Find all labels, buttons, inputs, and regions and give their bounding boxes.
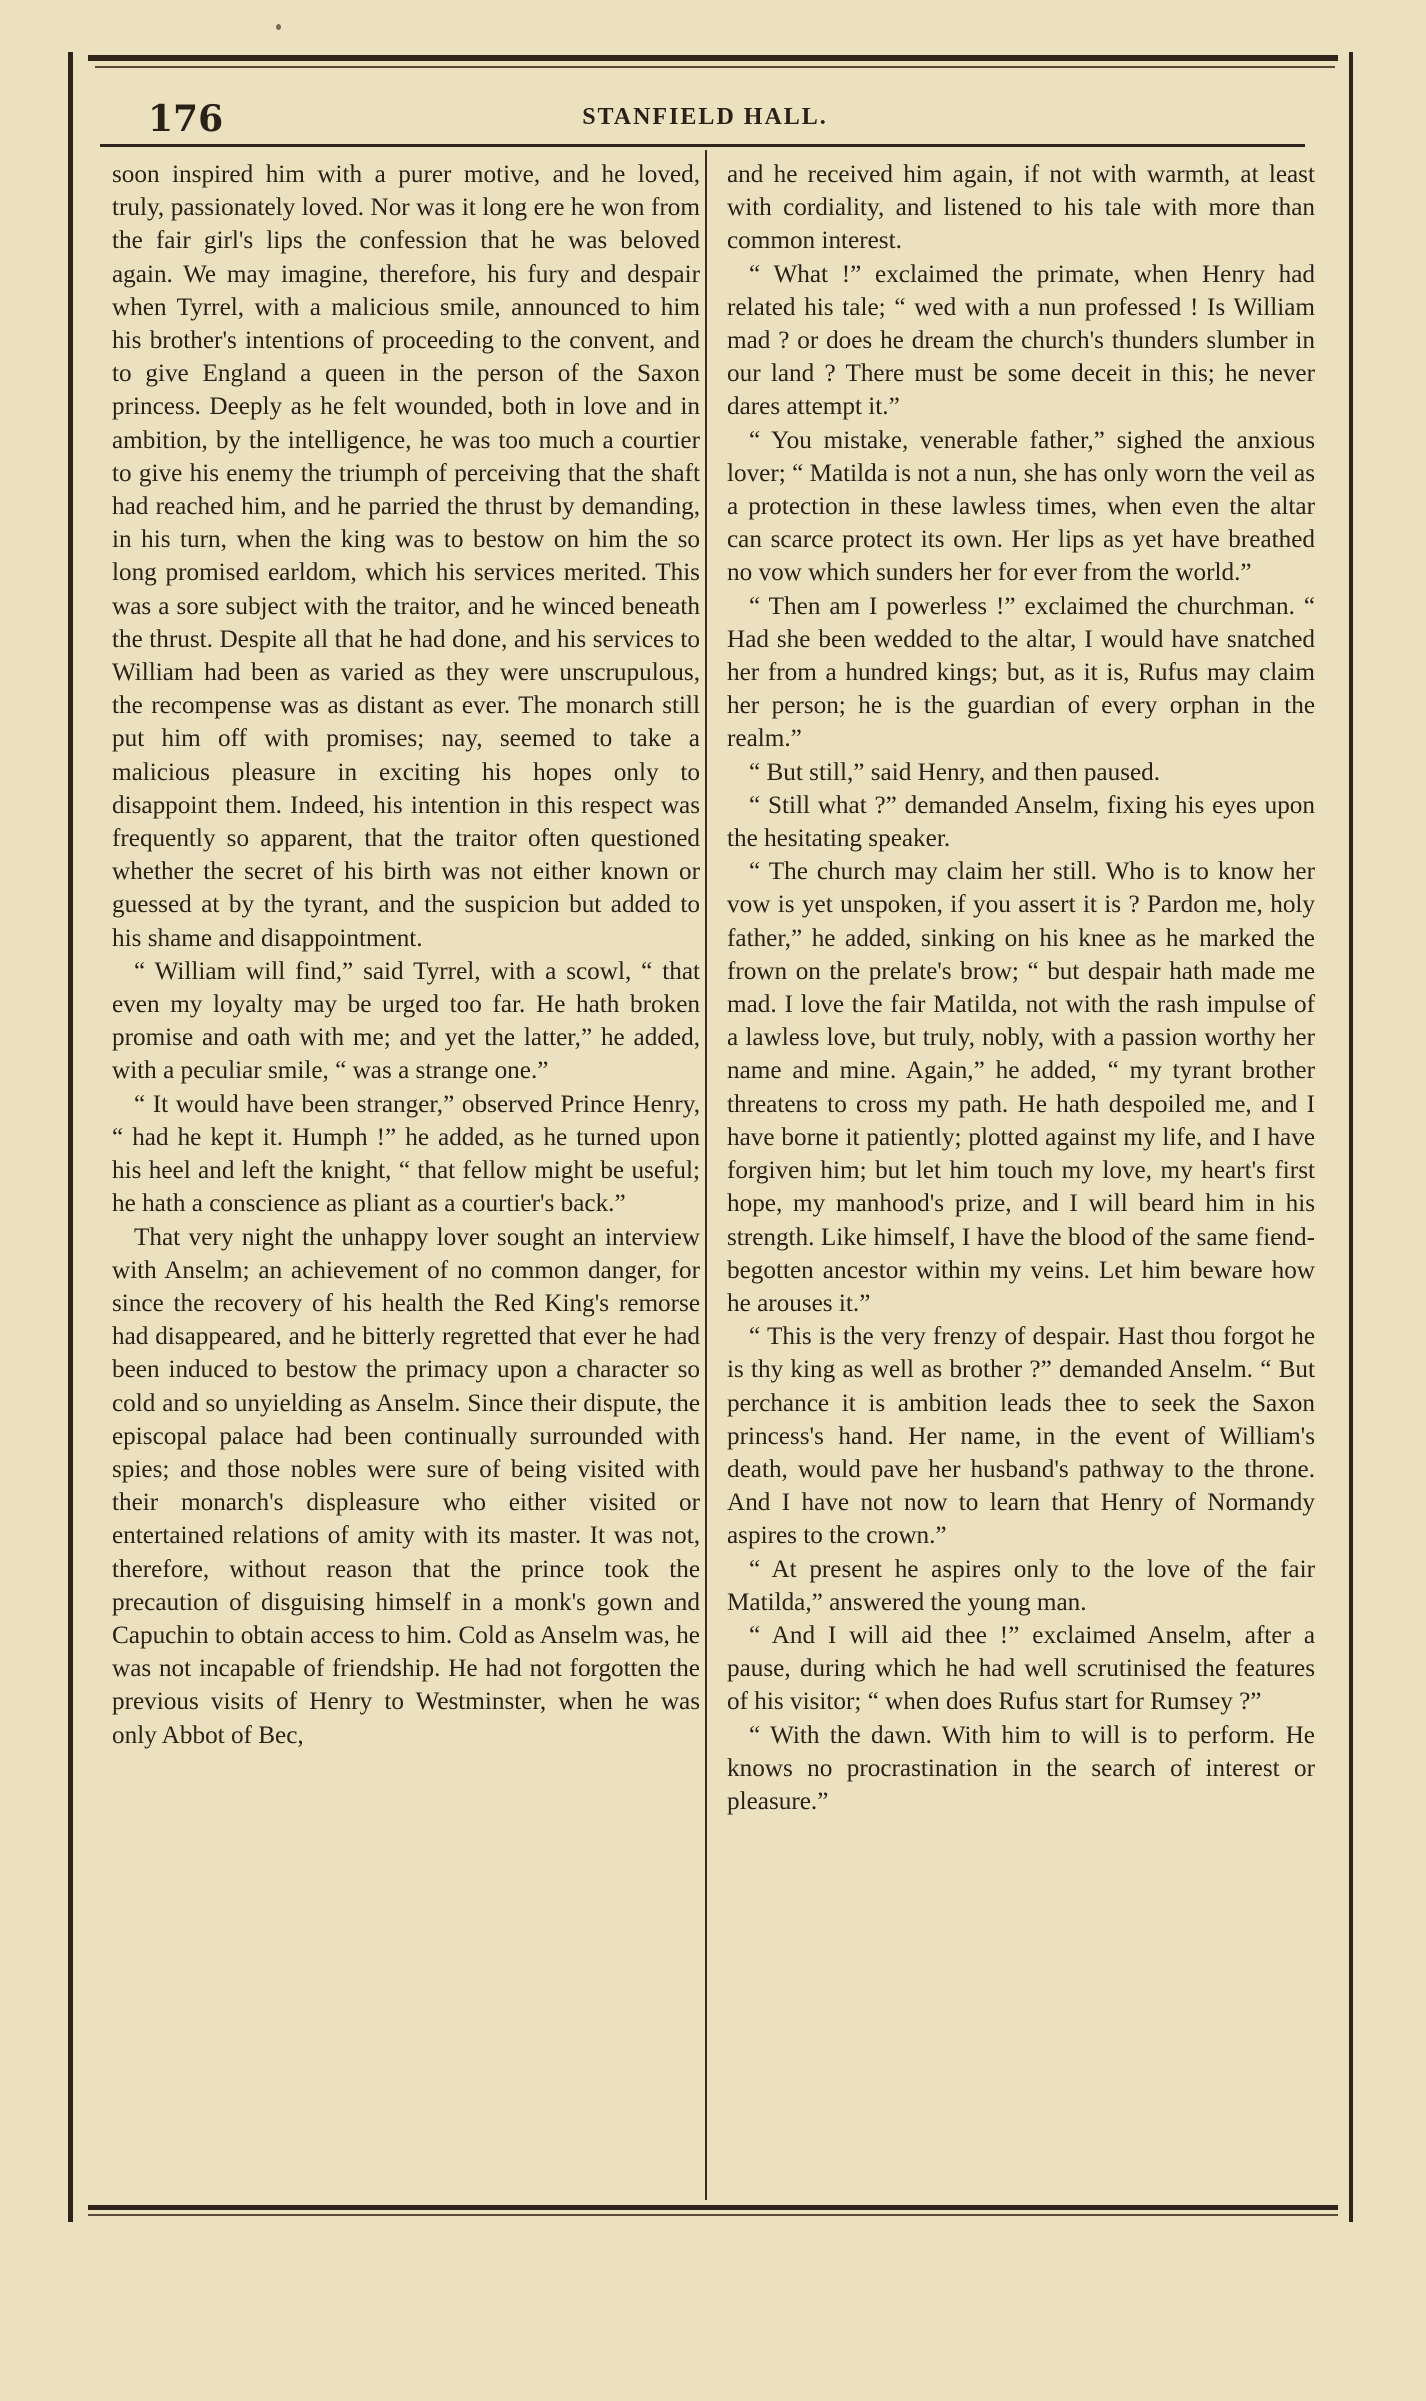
paragraph: “ And I will aid thee !” exclaimed Anselm, after a pause, during which he had well scrutinised the features of his visitor; “ when does Rufus start for Rumsey ?” [727,1621,1315,1716]
page-number: 176 [148,98,224,140]
paragraph: “ What !” exclaimed the primate, when Henry had related his tale; “ wed with a nun professed ! Is William mad ? or does he dream the church's thunders slumber in our land ? There must be some deceit in this; he never dares attempt it.” [727,260,1315,421]
paragraph: soon inspired him with a purer motive, and he loved, truly, passionately loved. Nor was it long ere he won from the fair girl's lips the confession that he was beloved again. We may imagine, therefore, his fury and despair when Tyrrel, with a malicious smile, announced to him his brother's intentions of proceeding to the convent, and to give England a queen in the person of the Saxon princess. Deeply as he felt wounded, both in love and in ambition, by the intelligence, he was too much a courtier to give his enemy the triumph of perceiving that the shaft had reached him, and he parried the thrust by demanding, in his turn, when the king was to bestow on him the so long promised earldom, which his services merited. This was a sore subject with the traitor, and he winced beneath the thrust. Despite all that he had done, and his services to William had been as varied as they were unscrupulous, the recompense was as distant as ever. The monarch still put him off with promises; nay, seemed to take a malicious pleasure in exciting his hopes only to disappoint them. Indeed, his intention in this respect was frequently so apparent, that the traitor often questioned whether the secret of his birth was not either known or guessed at by the tyrant, and the suspicion but added to his shame and disappointment. [112,161,700,952]
paragraph: “ It would have been stranger,” observed Prince Henry, “ had he kept it. Humph !” he added, as he turned upon his heel and left the knight, “ that fellow might be useful; he hath a conscience as pliant as a courtier's back.” [112,1090,700,1218]
paragraph: “ The church may claim her still. Who is to know her vow is yet unspoken, if you assert it is ? Pardon me, holy father,” he added, sinking on his knee as he marked the frown on the prelate's brow; “ but despair hath made me mad. I love the fair Matilda, not with the rash impulse of a lawless love, but truly, nobly, with a passion worthy her name and mine. Again,” he added, “ my tyrant brother threatens to cross my path. He hath despoiled me, and I have borne it patiently; plotted against my life, and I have forgiven him; but let him touch my love, my heart's first hope, my manhood's prize, and I will beard him in his strength. Like himself, I have the blood of the same fiend-begotten ancestor within my veins. Let him beware how he arouses it.” [727,858,1315,1317]
page-header [100,90,1310,146]
paragraph: “ This is the very frenzy of despair. Hast thou forgot he is thy king as well as brother ?” demanded Anselm. “ But perchance it is ambition leads thee to seek the Saxon princess's hand. Her name, in the event of William's death, would pave her husband's pathway to the throne. And I have not now to learn that Henry of Normandy aspires to the crown.” [727,1323,1315,1550]
paragraph: “ You mistake, venerable father,” sighed the anxious lover; “ Matilda is not a nun, she has only worn the veil as a protection in these lawless times, when even the altar can scarce protect its own. Her lips as yet have breathed no vow which sunders her for ever from the world.” [727,426,1315,587]
top-rule [88,55,1338,61]
paragraph: “ With the dawn. With him to will is to perform. He knows no procrastination in the search of interest or pleasure.” [727,1721,1315,1815]
paragraph: “ William will find,” said Tyrrel, with a scowl, “ that even my loyalty may be urged too far. He hath broken promise and oath with me; and yet the latter,” he added, with a peculiar smile, “ was a strange one.” [112,957,700,1085]
paragraph: “ Then am I powerless !” exclaimed the churchman. “ Had she been wedded to the altar, I would have snatched her from a hundred kings; but, as it is, Rufus may claim her person; he is the guardian of every orphan in the realm.” [727,592,1315,753]
top-rule-thin [95,66,1335,68]
running-title: STANFIELD HALL. [582,104,828,130]
paragraph: That very night the unhappy lover sought an interview with Anselm; an achievement of no common danger, for since the recovery of his health the Red King's remorse had disappeared, and he bitterly regretted that ever he had been induced to bestow the primacy upon a character so cold and so unyielding as Anselm. Since their dispute, the episcopal palace had been continually surrounded with spies; and those nobles were sure of being visited with their monarch's displeasure who either visited or entertained relations of amity with its master. It was not, therefore, without reason that the prince took the precaution of disguising himself in a monk's gown and Capuchin to obtain access to him. Cold as Anselm was, he was not incapable of friendship. He had not forgotten the previous visits of Henry to Westminster, when he was only Abbot of Bec, [112,1223,700,1749]
paragraph: “ Still what ?” demanded Anselm, fixing his eyes upon the hesitating speaker. [727,791,1315,853]
right-column [727,158,1315,1818]
header-rule [100,144,1305,147]
print-speck [276,24,281,30]
column-divider [705,150,707,2200]
bottom-rule-thin [88,2214,1338,2216]
paragraph: and he received him again, if not with warmth, at least with cordiality, and listened to his tale with more than common interest. [727,161,1315,255]
left-column [112,158,700,1752]
paragraph: “ But still,” said Henry, and then paused. [749,758,1161,786]
paragraph: “ At present he aspires only to the love of the fair Matilda,” answered the young man. [727,1555,1315,1616]
bottom-rule [88,2205,1338,2210]
